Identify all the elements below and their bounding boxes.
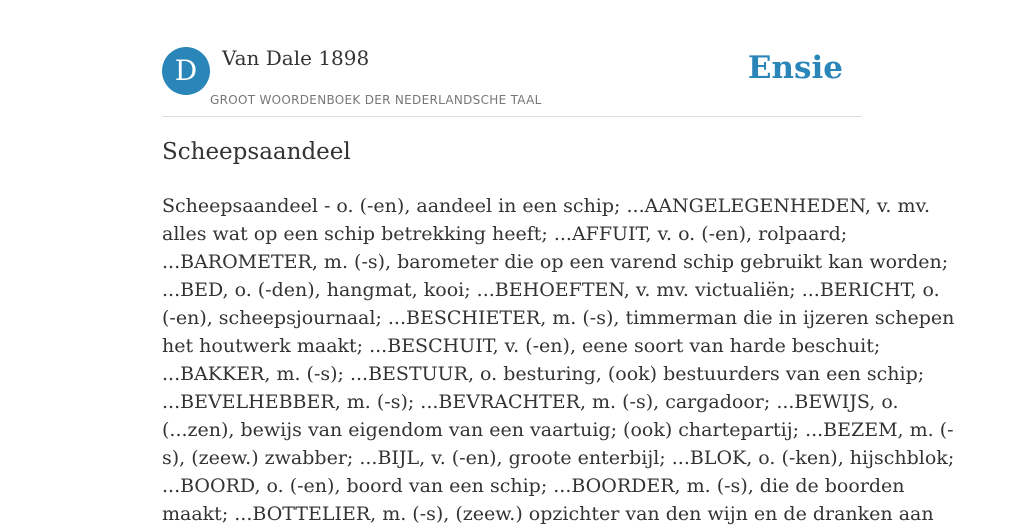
entry-text-line: ...BAKKER, m. (-s); ...BESTUUR, o. besturing, (ook) bestuurders van een schip; [162,363,925,385]
entry-text-line: (...zen), bewijs van eigendom van een vaartuig; (ook) chartepartij; ...BEZEM, m. (- [162,419,954,441]
entry-title: Scheepsaandeel [162,139,351,165]
header [162,0,862,117]
entry-text-line: s), (zeew.) zwabber; ...BIJL, v. (-en), groote enterbijl; ...BLOK, o. (-ken), hijschblok; [162,447,955,469]
entry-text-line: ...BAROMETER, m. (-s), barometer die op een varend schip gebruikt kan worden; [162,251,949,273]
dictionary-logo[interactable]: D [162,47,210,95]
dictionary-subtitle: GROOT WOORDENBOEK DER NEDERLANDSCHE TAAL [210,93,542,107]
entry-text-line: ...BED, o. (-den), hangmat, kooi; ...BEHOEFTEN, v. mv. victualiën; ...BERICHT, o. [162,279,940,301]
entry-text [162,192,955,528]
entry-text-line: maakt; ...BOTTELIER, m. (-s), (zeew.) opzichter van den wijn en de dranken aan [162,503,934,525]
entry-text-line: Scheepsaandeel - o. (-en), aandeel in een schip; ...AANGELEGENHEDEN, v. mv. [162,195,931,217]
page [162,0,955,525]
entry-text-line: het houtwerk maakt; ...BESCHUIT, v. (-en), eene soort van harde beschuit; [162,335,881,357]
entry-text-line: (-en), scheepsjournaal; ...BESCHIETER, m. (-s), timmerman die in ijzeren schepen [162,307,955,329]
entry-text-line: alles wat op een schip betrekking heeft; ...AFFUIT, v. o. (-en), rolpaard; [162,223,848,245]
ensie-brand-logo[interactable]: Ensie [747,50,843,86]
entry-text-line: ...BOORD, o. (-en), boord van een schip; ...BOORDER, m. (-s), die de boorden [162,475,905,497]
dictionary-title[interactable]: Van Dale 1898 [222,46,370,70]
entry-text-line: ...BEVELHEBBER, m. (-s); ...BEVRACHTER, m. (-s), cargadoor; ...BEWIJS, o. [162,391,899,413]
